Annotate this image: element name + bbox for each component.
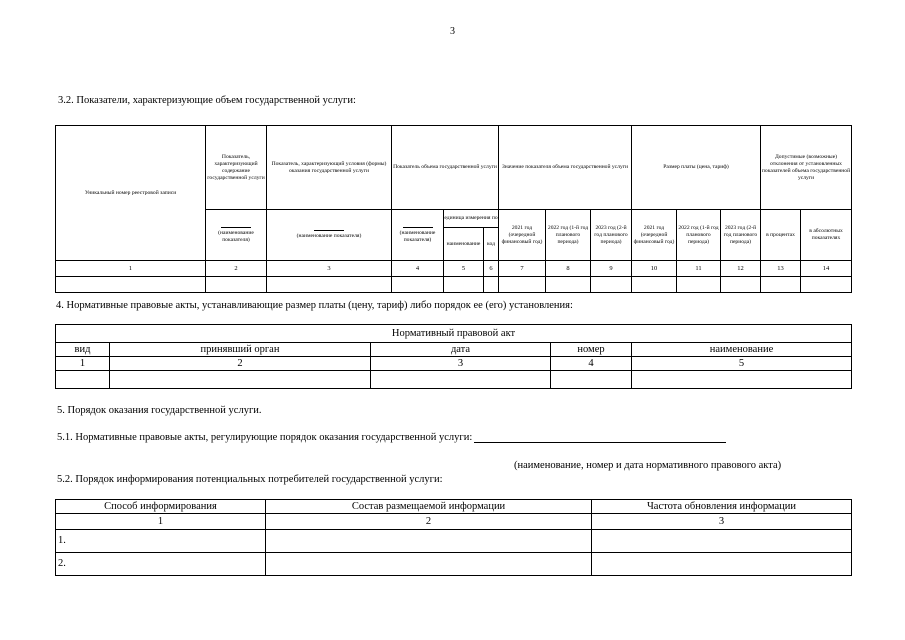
header-value-2023: 2023 год (2-й год планового периода) <box>591 210 632 261</box>
header-frequency: Частота обновления информации <box>592 500 852 514</box>
col-num: 4 <box>551 357 632 371</box>
col-num: 3 <box>371 357 551 371</box>
table-row <box>56 553 852 576</box>
col-num: 1 <box>56 514 266 530</box>
header-number: номер <box>551 343 632 357</box>
header-type: вид <box>56 343 110 357</box>
col-num: 6 <box>484 261 499 277</box>
col-num: 9 <box>591 261 632 277</box>
table-row <box>56 530 852 553</box>
header-fee-2021: 2021 год (очередной финансовый год) <box>632 210 677 261</box>
header-value-2022: 2022 год (1-й год планового периода) <box>546 210 591 261</box>
header-content-indicator: Показатель, характеризующий содержание государственной услуги <box>206 126 267 210</box>
header-method: Способ информирования <box>56 500 266 514</box>
header-normative-act: Нормативный правовой акт <box>56 325 852 343</box>
section-3-2-title: 3.2. Показатели, характеризующие объем государственной услуги: <box>58 95 356 106</box>
col-num: 3 <box>267 261 392 277</box>
header-content-name: (наименование показателя) <box>206 210 267 261</box>
col-num: 14 <box>801 261 852 277</box>
col-num: 2 <box>266 514 592 530</box>
header-unit-name: наименование <box>444 228 484 261</box>
header-deviation: Допустимые (возможные) отклонения от установленных показателей объема государственной услуги <box>761 126 852 210</box>
column-number-row <box>56 261 852 277</box>
section-5-2-title: 5.2. Порядок информирования потенциальных потребителей государственной услуги: <box>57 474 443 485</box>
col-num: 12 <box>721 261 761 277</box>
col-num: 4 <box>392 261 444 277</box>
col-num: 13 <box>761 261 801 277</box>
header-conditions-name: (наименование показателя) <box>267 210 392 261</box>
header-registry-number: Уникальный номер реестровой записи <box>56 126 206 261</box>
section-5-1-blank <box>474 431 726 443</box>
col-num: 8 <box>546 261 591 277</box>
header-fee-2022: 2022 год (1-й год планового периода) <box>677 210 721 261</box>
col-num: 2 <box>110 357 371 371</box>
section-5-1-line <box>57 431 726 443</box>
header-absolute: в абсолютных показателях <box>801 210 852 261</box>
table-row <box>56 277 852 293</box>
col-num: 11 <box>677 261 721 277</box>
header-fee: Размер платы (цена, тариф) <box>632 126 761 210</box>
col-num: 5 <box>632 357 852 371</box>
section-5-1-caption: (наименование, номер и дата нормативного правового акта) <box>514 460 782 471</box>
informing-table <box>55 499 852 576</box>
row-label: 1. <box>56 530 266 553</box>
col-num: 5 <box>444 261 484 277</box>
header-fee-2023: 2023 год (2-й год планового периода) <box>721 210 761 261</box>
row-label: 2. <box>56 553 266 576</box>
header-content: Состав размещаемой информации <box>266 500 592 514</box>
section-5-1-title: 5.1. Нормативные правовые акты, регулирующие порядок оказания государственной услуги: <box>57 432 473 443</box>
header-value-2021: 2021 год (очередной финансовый год) <box>499 210 546 261</box>
header-volume-name: (наименование показателя) <box>392 210 444 261</box>
col-num: 2 <box>206 261 267 277</box>
col-num: 7 <box>499 261 546 277</box>
fee-acts-table <box>55 324 852 389</box>
volume-indicators-table <box>55 125 852 293</box>
header-unit-code: код <box>484 228 499 261</box>
col-num: 1 <box>56 261 206 277</box>
col-num: 3 <box>592 514 852 530</box>
header-volume-value: Значение показателя объема государственной услуги <box>499 126 632 210</box>
col-num: 10 <box>632 261 677 277</box>
page-number: 3 <box>450 26 455 37</box>
header-unit: единица измерения по <box>444 210 499 228</box>
header-percent: в процентах <box>761 210 801 261</box>
section-4-title: 4. Нормативные правовые акты, устанавливающие размер платы (цену, тариф) либо порядок ее (его) установления: <box>56 300 573 311</box>
header-volume-indicator: Показатель объема государственной услуги <box>392 126 499 210</box>
header-issuing-body: принявший орган <box>110 343 371 357</box>
header-name: наименование <box>632 343 852 357</box>
col-num: 1 <box>56 357 110 371</box>
section-5-title: 5. Порядок оказания государственной услуги. <box>57 405 262 416</box>
table-row <box>56 371 852 389</box>
header-conditions-indicator: Показатель, характеризующий условия (формы) оказания государственной услуги <box>267 126 392 210</box>
header-date: дата <box>371 343 551 357</box>
